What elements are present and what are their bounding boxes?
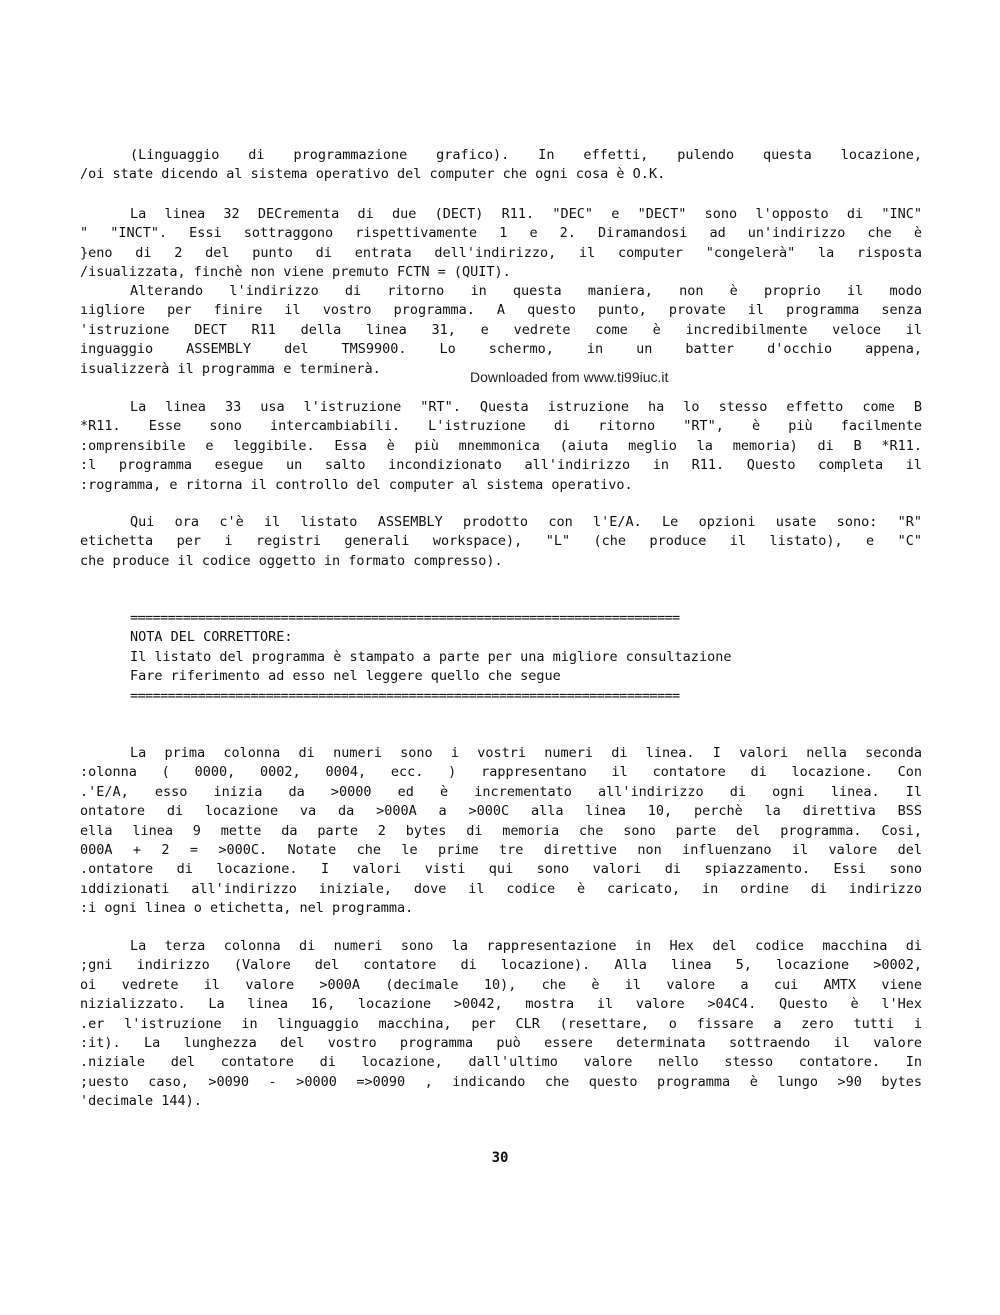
paragraph-2 [80,205,922,283]
text-line: 'decimale 144). [80,1093,202,1110]
text-line: .ontatore di locazione. I valori visti qui sono valori di spiazzamento. Essi sono [80,861,922,878]
text-line: oi vedrete il valore >000A (decimale 10), che è il valore a cui AMTX viene [80,976,922,993]
text-line: La linea 33 usa l'istruzione "RT". Questa istruzione ha lo stesso effetto come B [130,399,922,415]
note-line: Il listato del programma è stampato a parte per una migliore consultazione [130,648,732,665]
page-number: 30 [491,1150,509,1166]
text-line: .'E/A, esso inizia da >0000 ed è incrementato all'indirizzo di ogni linea. Il [80,783,922,800]
text-line: /isualizzata, finchè non viene premuto FCTN = (QUIT). [80,264,511,281]
text-line: " "INCT". Essi sottraggono rispettivamente 1 e 2. Diramandosi ad un'indirizzo che è [80,225,922,242]
text-line: inguaggio ASSEMBLY del TMS9900. Lo schermo, in un batter d'occhio appena, [80,341,922,358]
text-line: /oi state dicendo al sistema operativo del computer che ogni cosa è O.K. [80,166,666,183]
text-line: :i ogni linea o etichetta, nel programma. [80,900,414,917]
paragraph-1 [80,146,922,185]
text-line: (Linguaggio di programmazione grafico). In effetti, pulendo questa locazione, [130,147,922,163]
text-line: ;uesto caso, >0090 - >0000 =>0090 , indicando che questo programma è lungo >90 bytes [80,1073,922,1090]
paragraph-3 [80,282,922,379]
text-line: ıddizionati all'indirizzo iniziale, dove il codice è caricato, in ordine di indirizzo [80,880,922,897]
text-line: ;gni indirizzo (Valore del contatore di locazione). Alla linea 5, locazione >0002, [80,957,922,974]
paragraph-4 [80,398,922,495]
note-line: Fare riferimento ad esso nel leggere quello che segue [130,668,561,685]
text-line: nizializzato. La linea 16, locazione >0042, mostra il valore >04C4. Questo è l'Hex [80,996,922,1013]
text-line: ontatore di locazione va da >000A a >000C alla linea 10, perchè la direttiva BSS [80,803,922,820]
text-line: isualizzerà il programma e terminerà. [80,360,381,377]
text-line: :rogramma, e ritorna il controllo del computer al sistema operativo. [80,476,633,493]
text-line: etichetta per i registri generali workspace), "L" (che produce il listato), e "C" [80,533,922,550]
text-line: .niziale del contatore di locazione, dall'ultimo valore nello stesso contatore. In [80,1054,922,1071]
text-line: ella linea 9 mette da parte 2 bytes di memoria che sono parte del programma. Cosi, [80,822,922,839]
text-line: :olonna ( 0000, 0002, 0004, ecc. ) rappresentano il contatore di locazione. Con [80,764,922,781]
note-top-rule: ========================================================================= [130,610,680,626]
text-line: Alterando l'indirizzo di ritorno in questa maniera, non è proprio il modo [130,283,922,299]
editor-note [130,609,890,706]
text-line: }eno di 2 del punto di entrata dell'indirizzo, il computer "congelerà" la risposta [80,244,922,261]
text-line: :l programma esegue un salto incondizionato all'indirizzo in R11. Questo completa il [80,457,922,474]
text-line: che produce il codice oggetto in formato compresso). [80,552,503,569]
text-line: Qui ora c'è il listato ASSEMBLY prodotto con l'E/A. Le opzioni usate sono: "R" [130,514,922,530]
text-line: La linea 32 DECrementa di due (DECT) R11. "DEC" e "DECT" sono l'opposto di "INC" [130,206,922,222]
text-line: La terza colonna di numeri sono la rappresentazione in Hex del codice macchina di [130,938,922,954]
paragraph-5 [80,513,922,571]
text-line: :it). La lunghezza del vostro programma può essere determinata sottraendo il valore [80,1034,922,1051]
paragraph-6 [80,744,922,919]
text-line: ıigliore per finire il vostro programma. A questo punto, provate il programma senza [80,302,922,319]
paragraph-7 [80,937,922,1112]
text-line: .er l'istruzione in linguaggio macchina, per CLR (resettare, o fissare a zero tutti i [80,1015,922,1032]
text-line: La prima colonna di numeri sono i vostri numeri di linea. I valori nella seconda [130,745,922,761]
note-title: NOTA DEL CORRETTORE: [130,629,293,646]
note-bottom-rule: ========================================================================= [130,687,680,704]
text-line: 'istruzione DECT R11 della linea 31, e vedrete come è incredibilmente veloce il [80,321,922,338]
text-line: *R11. Esse sono intercambiabili. L'istruzione di ritorno "RT", è più facilmente [80,418,922,435]
text-line: 000A + 2 = >000C. Notate che le prime tre direttive non influenzano il valore del [80,841,922,858]
text-line: :omprensibile e leggibile. Essa è più mnemmonica (aiuta meglio la memoria) di B *R11. [80,437,922,454]
download-watermark: Downloaded from www.ti99iuc.it [470,369,669,385]
